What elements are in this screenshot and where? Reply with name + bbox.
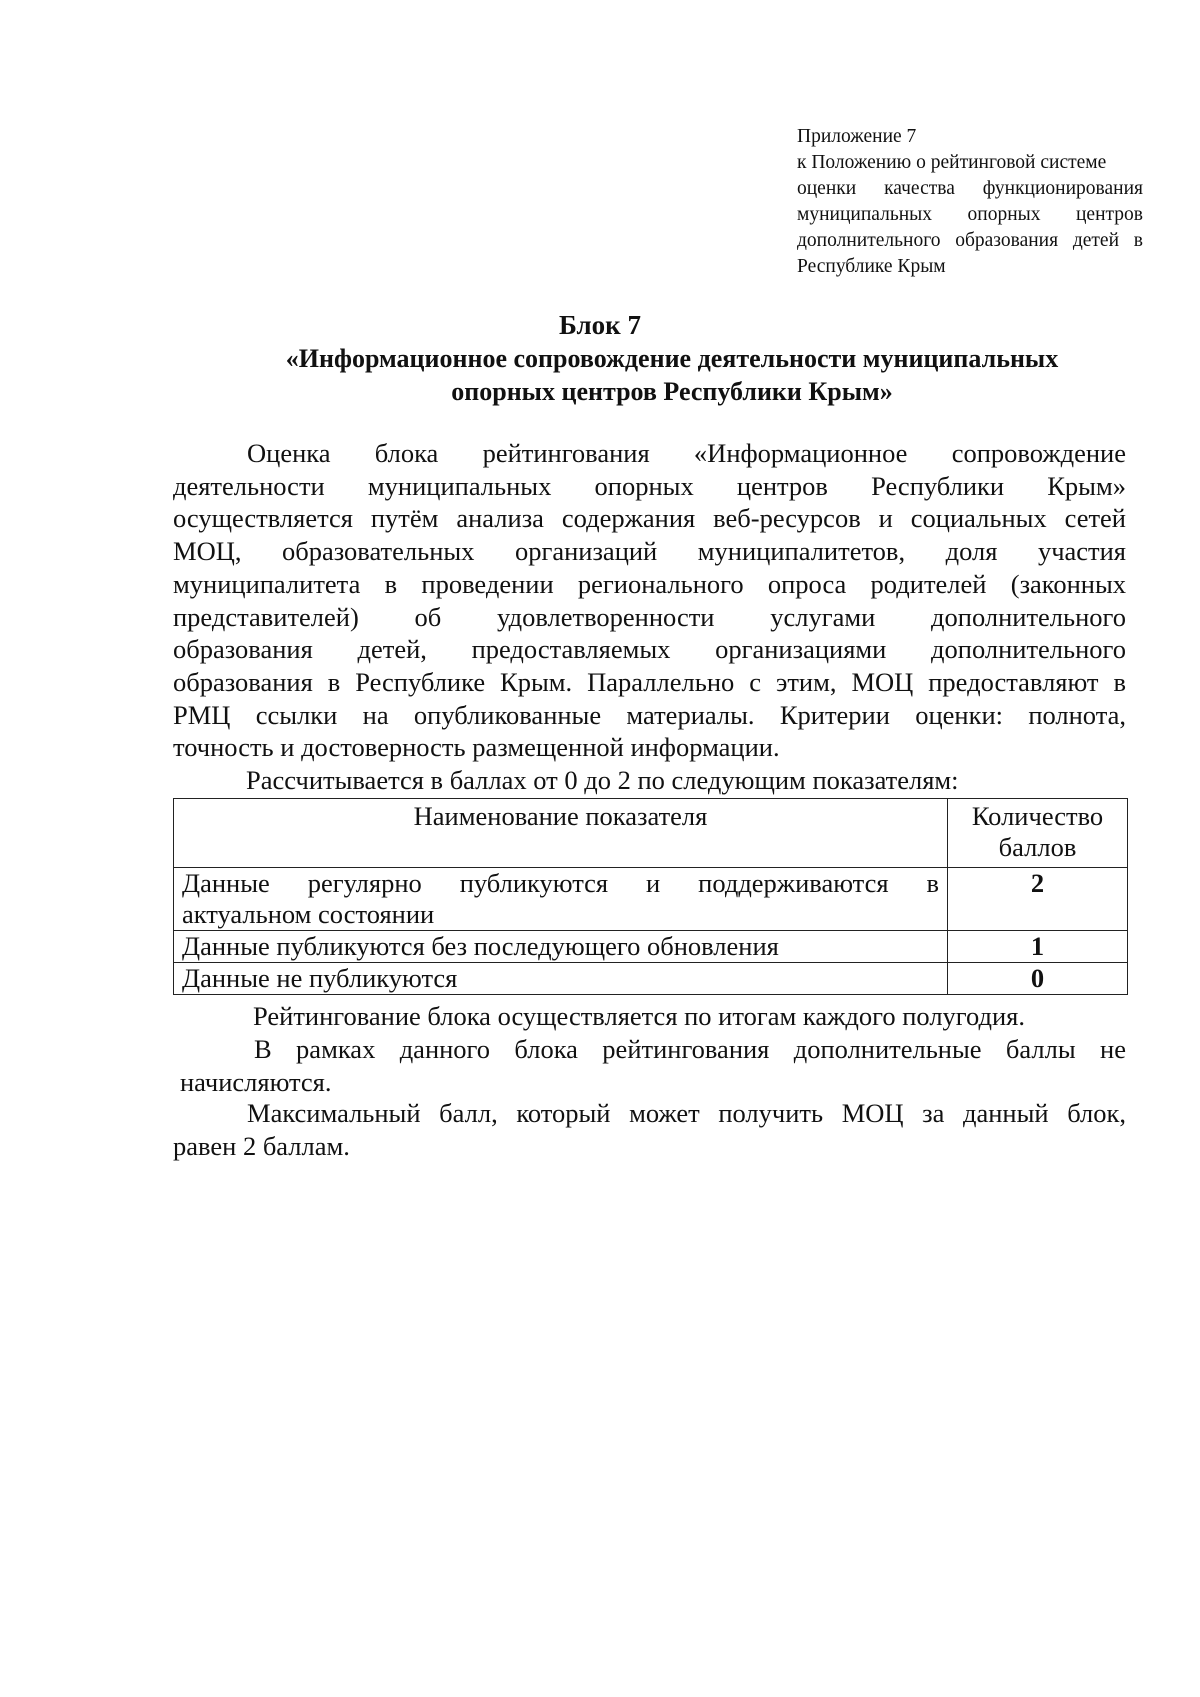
paragraph-line: МОЦ, образовательных организаций муниципалитетов, доля участия [173, 536, 1126, 567]
table-intro: Рассчитывается в баллах от 0 до 2 по следующим показателям: [246, 765, 959, 795]
header-points-line: баллов [998, 832, 1077, 862]
appendix-note [797, 124, 1143, 280]
appendix-line: к Положению о рейтинговой системе [797, 152, 1107, 173]
paragraph-line: Оценка блока рейтингования «Информационное сопровождение [247, 438, 1126, 468]
subtitle-line: «Информационное сопровождение деятельности муниципальных [285, 344, 1059, 373]
indicator-points: 2 [948, 868, 1128, 931]
table-row [174, 931, 1128, 963]
paragraph-line: деятельности муниципальных опорных центров Республики Крым» [173, 470, 1126, 501]
header-indicator-name: Наименование показателя [174, 799, 948, 868]
max-score-paragraph [173, 1097, 1126, 1162]
appendix-line: муниципальных опорных центров [797, 204, 1143, 225]
table-row [174, 868, 1128, 931]
appendix-line: Приложение 7 [797, 126, 917, 147]
indicator-name-line: Данные не публикуются [182, 963, 458, 993]
appendix-line: дополнительного образования детей в [797, 230, 1143, 251]
appendix-line: оценки качества функционирования [797, 178, 1143, 199]
description-paragraph [173, 437, 1126, 764]
indicator-name-line: Данные публикуются без последующего обновления [182, 931, 779, 961]
indicator-points: 1 [948, 931, 1128, 963]
header-points [948, 799, 1128, 868]
block-subtitle [222, 342, 1122, 408]
bonus-paragraph [180, 1033, 1126, 1098]
indicator-name [174, 868, 948, 931]
indicator-name-line: актуальном состоянии [182, 899, 435, 929]
indicator-name-line: Данные регулярно публикуются и поддерживаются в [182, 868, 939, 898]
indicator-points: 0 [948, 963, 1128, 995]
table-header-row [174, 799, 1128, 868]
bonus-line: В рамках данного блока рейтингования дополнительные баллы не [254, 1034, 1126, 1064]
paragraph-line: муниципалитета в проведении регионального опроса родителей (законных [173, 568, 1126, 599]
table-row [174, 963, 1128, 995]
indicator-name [174, 963, 948, 995]
paragraph-line: РМЦ ссылки на опубликованные материалы. Критерии оценки: полнота, [173, 699, 1126, 730]
header-points-line: Количество [971, 801, 1104, 831]
subtitle-line: опорных центров Республики Крым» [451, 377, 893, 406]
paragraph-line: образования в Республике Крым. Параллельно с этим, МОЦ предоставляют в [173, 666, 1126, 697]
paragraph-line: представителей) об удовлетворенности услугами дополнительного [173, 601, 1126, 632]
indicators-table [173, 798, 1128, 995]
max-score-line: равен 2 баллам. [173, 1130, 350, 1161]
bonus-line: начисляются. [180, 1066, 332, 1097]
semester-paragraph: Рейтингование блока осуществляется по итогам каждого полугодия. [253, 1001, 1025, 1031]
indicator-name [174, 931, 948, 963]
appendix-line: Республике Крым [797, 256, 946, 277]
paragraph-line: точность и достоверность размещенной информации. [173, 732, 780, 763]
max-score-line: Максимальный балл, который может получить МОЦ за данный блок, [247, 1098, 1126, 1128]
paragraph-line: образования детей, предоставляемых организациями дополнительного [173, 634, 1126, 665]
block-title: Блок 7 [559, 310, 641, 340]
paragraph-line: осуществляется путём анализа содержания веб-ресурсов и социальных сетей [173, 503, 1126, 534]
